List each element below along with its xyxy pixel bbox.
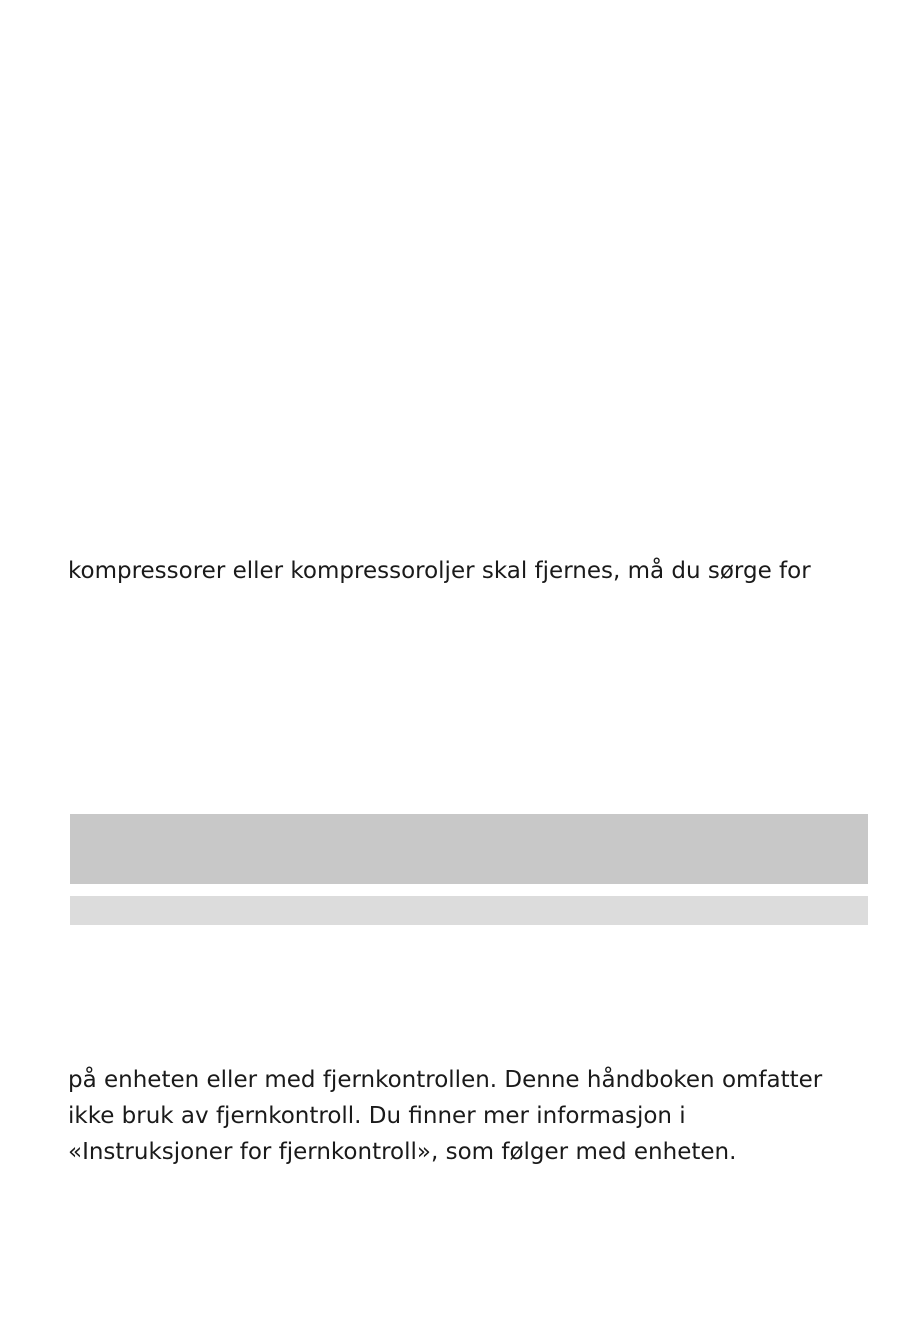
table-header-band [70, 814, 868, 884]
paragraph-line: «Instruksjoner for fjernkontroll», som følger med enheten. [68, 1139, 737, 1165]
paragraph-line: ikke bruk av fjernkontroll. Du finner mer informasjon i [68, 1103, 686, 1129]
compressor-text-line: kompressorer eller kompressoroljer skal fjernes, må du sørge for [68, 558, 811, 584]
table-subheader-band [70, 896, 868, 925]
paragraph-line: på enheten eller med fjernkontrollen. Denne håndboken omfatter [68, 1067, 823, 1093]
remote-control-paragraph [68, 1062, 822, 1170]
